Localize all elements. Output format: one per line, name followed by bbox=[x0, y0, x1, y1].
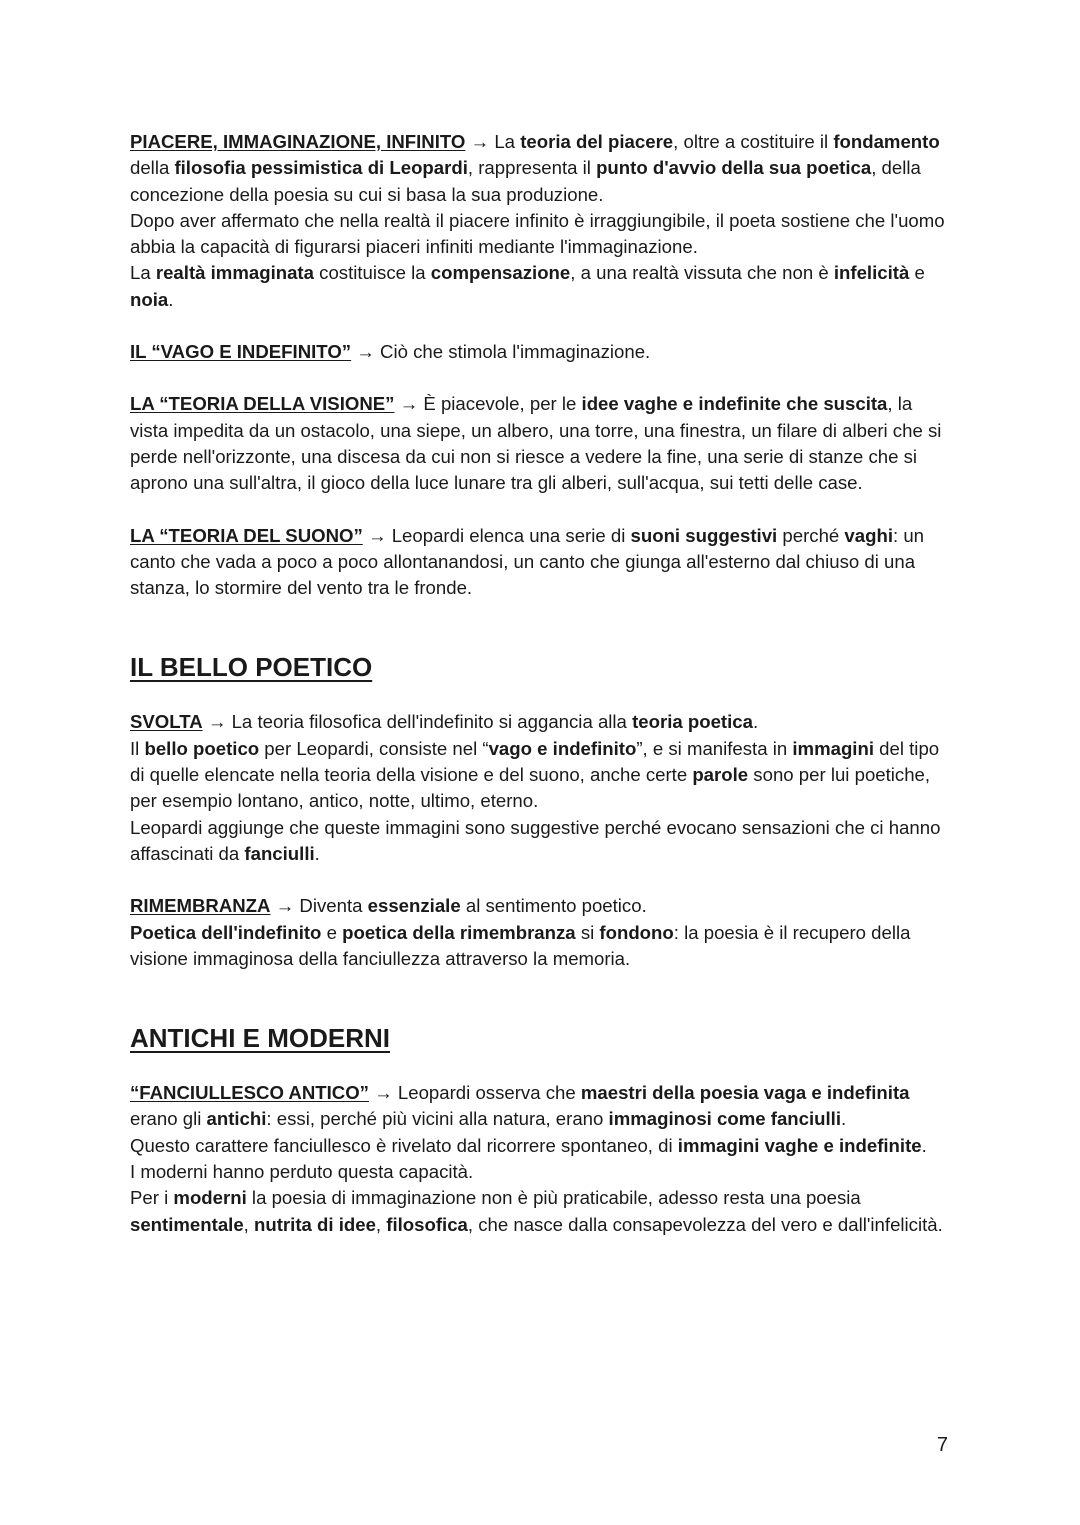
text: , oltre a costituire il bbox=[673, 131, 834, 152]
bold-text: teoria poetica bbox=[632, 711, 753, 733]
text: , della concezione della poesia su cui si basa la sua produzione. bbox=[130, 157, 921, 205]
bold-text: poetica della rimembranza bbox=[342, 921, 576, 943]
paragraph-rimembranza bbox=[130, 893, 950, 919]
text: perché bbox=[777, 524, 845, 546]
term-piacere-immaginazione-infinito: PIACERE, IMMAGINAZIONE, INFINITO bbox=[130, 131, 466, 152]
bold-text: bello poetico bbox=[144, 737, 260, 759]
paragraph-suono bbox=[130, 523, 950, 602]
text: per Leopardi, consiste nel “ bbox=[259, 737, 489, 759]
paragraph-fanciullesco bbox=[130, 1080, 950, 1133]
bold-text: immagini vaghe e indefinite bbox=[677, 1134, 922, 1156]
bold-text: fanciulli bbox=[244, 842, 315, 864]
arrow: → bbox=[270, 895, 300, 917]
text: Diventa bbox=[299, 895, 368, 917]
paragraph-fanciullesco-2 bbox=[130, 1133, 950, 1159]
bold-text: suoni suggestivi bbox=[630, 524, 778, 546]
text: erano gli bbox=[130, 1108, 207, 1130]
heading-antichi-e-moderni: ANTICHI E MODERNI bbox=[130, 1023, 390, 1054]
text: Leopardi aggiunge che queste immagini sono suggestive perché evocano sensazioni che ci hanno affascinati da bbox=[130, 816, 941, 864]
text: La bbox=[130, 262, 156, 284]
text: e bbox=[909, 262, 925, 284]
bold-text: Poetica dell'indefinito bbox=[130, 921, 322, 943]
bold-text: nutrita di idee bbox=[254, 1213, 376, 1235]
paragraph-rimembranza-2 bbox=[130, 920, 950, 973]
bold-text: fondono bbox=[599, 921, 674, 943]
text: del tipo di quelle elencate nella teoria della visione e del suono, anche certe bbox=[130, 737, 940, 786]
bold-text: fondamento bbox=[833, 131, 940, 152]
arrow: → bbox=[368, 1082, 398, 1104]
term-svolta: SVOLTA bbox=[130, 711, 203, 733]
text: : la poesia è il recupero della visione immaginosa della fanciullezza attraverso la memoria. bbox=[130, 921, 911, 969]
bold-text: essenziale bbox=[367, 895, 461, 917]
text: della bbox=[130, 157, 175, 179]
text: Leopardi elenca una serie di bbox=[391, 524, 631, 546]
text: . bbox=[921, 1134, 927, 1156]
bold-text: vaghi bbox=[844, 524, 893, 546]
text: La teoria filosofica dell'indefinito si aggancia alla bbox=[231, 711, 633, 733]
text: È piacevole, per le bbox=[423, 393, 582, 415]
bold-text: punto d'avvio della sua poetica bbox=[596, 157, 872, 179]
text: al sentimento poetico. bbox=[460, 895, 647, 917]
text: , bbox=[243, 1213, 255, 1235]
bold-text: teoria del piacere bbox=[520, 131, 674, 152]
bold-text: idee vaghe e indefinite che suscita bbox=[581, 393, 888, 415]
arrow: → bbox=[202, 711, 232, 733]
bold-text: sentimentale bbox=[130, 1213, 244, 1235]
bold-text: immagini bbox=[792, 737, 874, 759]
text: Ciò che stimola l'immaginazione. bbox=[380, 341, 651, 363]
text: . bbox=[841, 1108, 847, 1130]
text: , rappresenta il bbox=[467, 157, 597, 179]
term-teoria-del-suono: LA “TEORIA DEL SUONO” bbox=[130, 524, 363, 546]
bold-text: vago e indefinito bbox=[488, 737, 637, 759]
arrow: → bbox=[362, 524, 392, 546]
bold-text: immaginosi come fanciulli bbox=[608, 1108, 842, 1130]
bold-text: maestri della poesia vaga e indefinita bbox=[580, 1082, 910, 1104]
paragraph-fanciullesco-3: I moderni hanno perduto questa capacità. bbox=[130, 1161, 474, 1183]
text: Il bbox=[130, 737, 145, 759]
page-number: 7 bbox=[936, 1434, 948, 1456]
text: . bbox=[314, 842, 320, 864]
bold-text: antichi bbox=[206, 1108, 267, 1130]
document-page bbox=[130, 129, 950, 1238]
term-rimembranza: RIMEMBRANZA bbox=[130, 895, 271, 917]
text: , a una realtà vissuta che non è bbox=[570, 262, 834, 284]
bold-text: noia bbox=[130, 288, 169, 310]
paragraph-fanciullesco-4 bbox=[130, 1185, 950, 1238]
text: e bbox=[321, 921, 343, 943]
term-fanciullesco-antico: “FANCIULLESCO ANTICO” bbox=[130, 1082, 369, 1104]
term-teoria-della-visione: LA “TEORIA DELLA VISIONE” bbox=[130, 393, 395, 415]
text: si bbox=[575, 921, 600, 943]
bold-text: moderni bbox=[173, 1187, 247, 1209]
arrow: → bbox=[351, 341, 381, 363]
bold-text: compensazione bbox=[430, 262, 571, 284]
arrow: → bbox=[465, 131, 495, 152]
text: , la vista impedita da un ostacolo, una siepe, un albero, una torre, una finestra, un filare di alberi che si perde nell'orizzonte, una discesa da cui non si riesce a vedere la fine, una serie di stanze che si aprono una sull'altra, il gioco della luce lunare tra gli alberi, sull'acqua, sui tetti delle case. bbox=[130, 393, 942, 494]
text: costituisce la bbox=[313, 262, 431, 284]
paragraph-piacere-2: Dopo aver affermato che nella realtà il piacere infinito è irraggiungibile, il poeta sostiene che l'uomo abbia la capacità di figurarsi piaceri infiniti mediante l'immaginazione. bbox=[130, 209, 945, 258]
paragraph-svolta bbox=[130, 709, 950, 735]
bold-text: parole bbox=[692, 764, 749, 786]
text: Questo carattere fanciullesco è rivelato dal ricorrere spontaneo, di bbox=[130, 1134, 678, 1156]
paragraph-piacere bbox=[130, 129, 950, 208]
text: ”, e si manifesta in bbox=[636, 737, 793, 759]
paragraph-vago bbox=[130, 339, 950, 365]
paragraph-svolta-3 bbox=[130, 815, 950, 868]
text: La bbox=[494, 131, 521, 152]
text: , che nasce dalla consapevolezza del vero e dall'infelicità. bbox=[467, 1213, 943, 1235]
text: . bbox=[752, 711, 759, 733]
text: : essi, perché più vicini alla natura, erano bbox=[266, 1108, 609, 1130]
text: sono per lui poetiche, per esempio lontano, antico, notte, ultimo, eterno. bbox=[130, 764, 931, 812]
bold-text: filosofia pessimistica di Leopardi bbox=[174, 157, 468, 179]
text: . bbox=[168, 288, 174, 310]
heading-il-bello-poetico: IL BELLO POETICO bbox=[130, 652, 373, 683]
bold-text: filosofica bbox=[386, 1213, 468, 1235]
term-vago-e-indefinito: IL “VAGO E INDEFINITO” bbox=[130, 341, 352, 363]
paragraph-piacere-3 bbox=[130, 260, 950, 313]
paragraph-visione bbox=[130, 391, 950, 496]
arrow: → bbox=[394, 393, 424, 415]
text: Leopardi osserva che bbox=[397, 1082, 581, 1104]
text: Per i bbox=[130, 1187, 174, 1209]
bold-text: realtà immaginata bbox=[155, 262, 314, 284]
bold-text: infelicità bbox=[833, 262, 910, 284]
text: , bbox=[375, 1213, 387, 1235]
text: : un canto che vada a poco a poco allontanandosi, un canto che giunga all'esterno dal chiuso di una stanza, lo stormire del vento tra le fronde. bbox=[130, 524, 925, 599]
paragraph-svolta-2 bbox=[130, 736, 950, 815]
text: la poesia di immaginazione non è più praticabile, adesso resta una poesia bbox=[246, 1187, 861, 1209]
